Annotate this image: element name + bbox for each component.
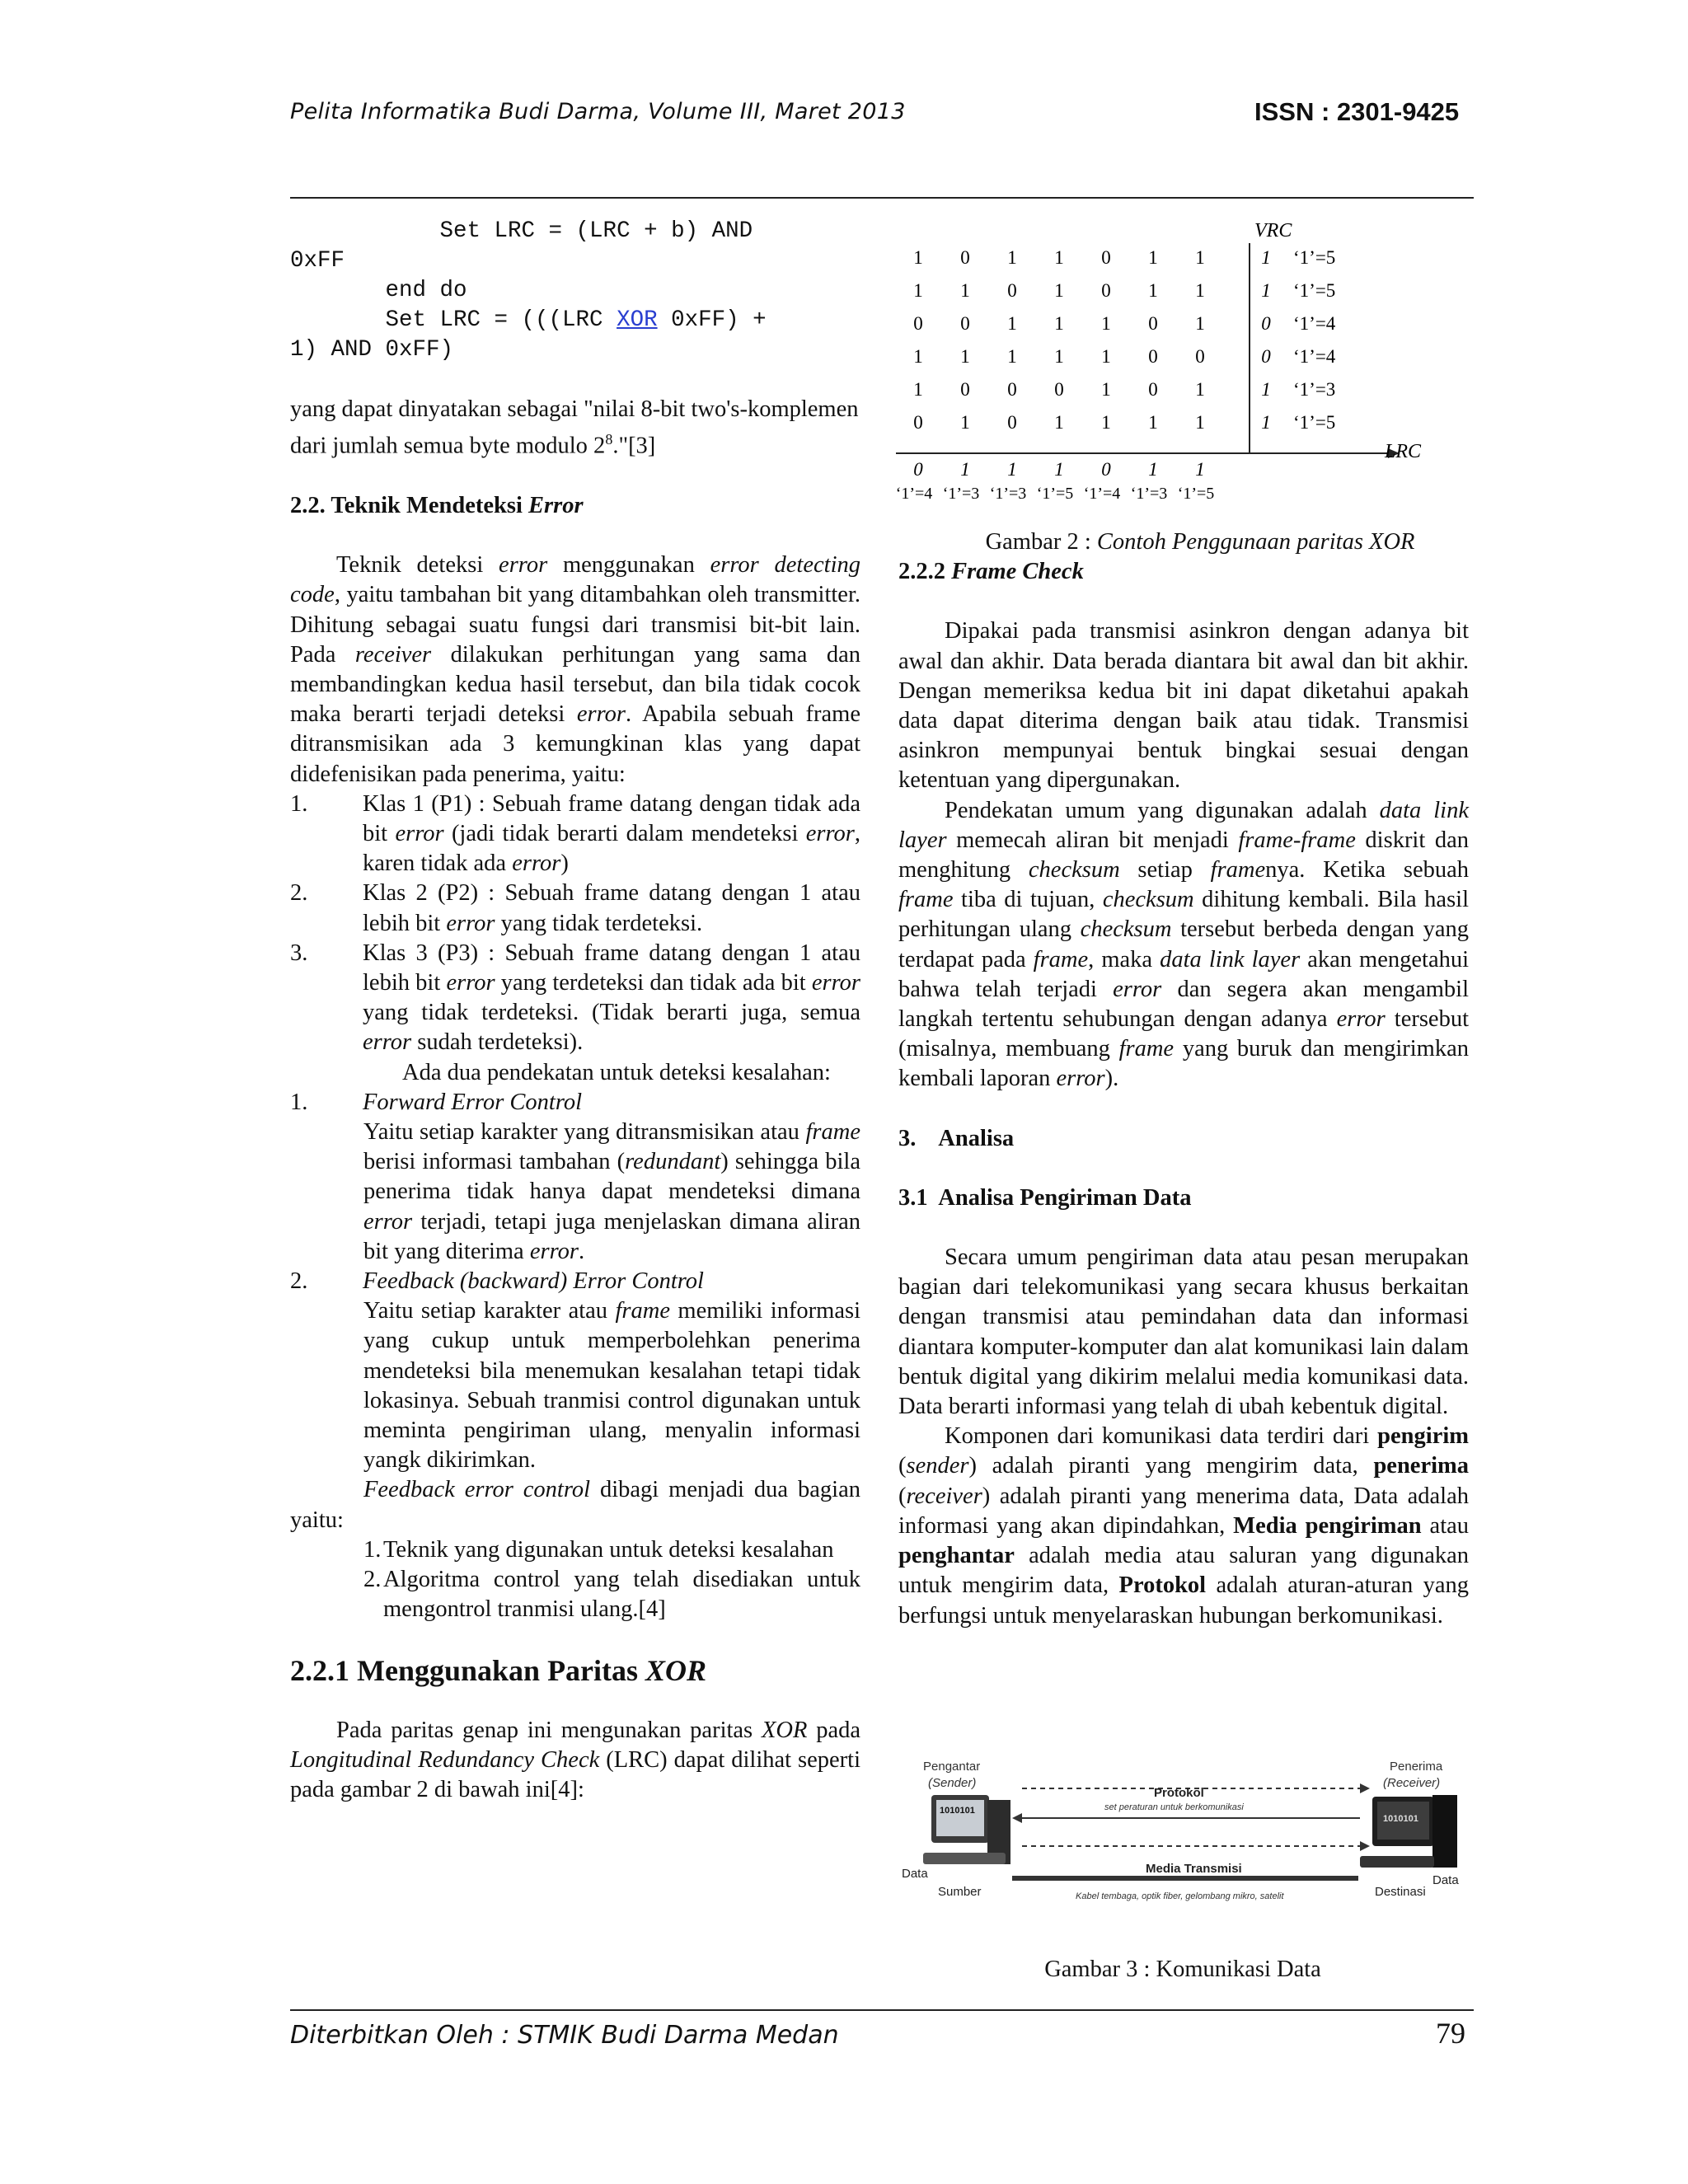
bit-cell: 1: [1101, 346, 1111, 367]
row-ones-count: ‘1’=4: [1293, 346, 1336, 367]
bit-cell: 1: [913, 247, 923, 268]
paragraph-feedback: Yaitu setiap karakter atau frame memiliki informasi yang cukup untuk memperbolehkan penerima mendeteksi bila menemukan kesalahan tetapi tidak lokasinya. Sebuah tranmisi control digunakan untuk meminta pengiriman ulang, menyalin informasi yangk dikirimkan.: [363, 1298, 861, 1474]
cable-bar: [1012, 1876, 1358, 1881]
bit-cell: 1: [1054, 247, 1064, 268]
bit-cell: 0: [1007, 379, 1017, 400]
right-column: [898, 527, 1469, 1631]
journal-header: Pelita Informatika Budi Darma, Volume III, Maret 2013: [290, 99, 906, 124]
paragraph-components: Komponen dari komunikasi data terdiri dari pengirim (sender) adalah piranti yang mengirim data, penerima (receiver) adalah piranti yang menerima data, Data adalah informasi yang akan dipindahkan, Media pengiriman atau penghantar adalah media atau saluran yang digunakan untuk mengirim data, Protokol adalah aturan-aturan yang berfungsi untuk menyelaraskan hubungan berkomunikasi.: [898, 1423, 1470, 1629]
vrc-bit: 0: [1261, 313, 1271, 334]
bit-cell: 1: [960, 346, 970, 367]
row-ones-count: ‘1’=5: [1293, 412, 1336, 433]
bit-cell: 1: [1195, 247, 1205, 268]
bit-cell: 1: [1195, 313, 1205, 334]
protocol-sublabel: set peraturan untuk berkomunikasi: [1104, 1802, 1244, 1812]
section-2-2-1-heading: 2.2.1 Menggunakan Paritas XOR: [290, 1654, 707, 1688]
lrc-bit: 0: [1101, 459, 1111, 480]
paragraph-lrc-desc: yang dapat dinyatakan sebagai "nilai 8-bit two's-komplemen dari jumlah semua byte modulo $2^8."[3]$: [290, 396, 859, 459]
lrc-bit: 0: [913, 459, 923, 480]
paragraph-fec: Yaitu setiap karakter yang ditransmisikan atau frame berisi informasi tambahan (redundant) sehingga bila penerima tidak hanya dapat mendeteksi dimana error terjadi, tetapi juga menjelaskan dimana aliran bit yang diterima error.: [363, 1118, 860, 1264]
publisher-footer: Diterbitkan Oleh : STMIK Budi Darma Medan: [290, 2021, 839, 2050]
bit-cell: 0: [1054, 379, 1064, 400]
bit-cell: 0: [913, 412, 923, 433]
bit-cell: 1: [1054, 313, 1064, 334]
header-rule: [290, 197, 1474, 199]
vrc-bit: 0: [1261, 346, 1271, 367]
vrc-bit: 1: [1261, 280, 1271, 301]
media-sublabel: Kabel tembaga, optik fiber, gelombang mikro, satelit: [1076, 1891, 1284, 1901]
left-column: [290, 217, 860, 1805]
paragraph-analysis: Secara umum pengiriman data atau pesan merupakan bagian dari telekomunikasi yang secara khusus berkaitan dengan transmisi atau pemindahan data dan informasi diantara komputer-komputer dan alat komunikasi lain dalam bentuk digital yang dikirim melalui media komunikasi data. Data berarti informasi yang telah di ubah kebentuk digital.: [898, 1244, 1469, 1420]
vrc-bit: 1: [1261, 379, 1271, 400]
row-ones-count: ‘1’=5: [1293, 247, 1336, 268]
bit-cell: 0: [1148, 313, 1158, 334]
receiver-label: Penerima: [1390, 1760, 1443, 1774]
receiver-sublabel: (Receiver): [1383, 1776, 1441, 1790]
bit-cell: 1: [960, 412, 970, 433]
receiver-computer-icon: [1360, 1795, 1457, 1868]
column-ones-count: ‘1’=3: [1130, 485, 1168, 500]
destination-label: Destinasi: [1375, 1885, 1426, 1899]
lrc-label: LRC: [1385, 441, 1422, 462]
bit-cell: 1: [1054, 346, 1064, 367]
figure-3-caption: Gambar 3 : Komunikasi Data: [1044, 1957, 1321, 1982]
sub-list-item: 1. Teknik yang digunakan untuk deteksi kesalahan: [363, 1536, 834, 1563]
paragraph-data-link: Pendekatan umum yang digunakan adalah data link layer memecah aliran bit menjadi frame-frame diskrit dan menghitung checksum setiap framenya. Ketika sebuah frame tiba di tujuan, checksum dihitung kembali. Bila hasil perhitungan ulang checksum tersebut berbeda dengan yang terdapat pada frame, maka data link layer akan mengetahui bahwa telah terjadi error dan segera akan mengambil langkah tertentu sehubungan dengan adanya error tersebut (misalnya, membuang frame yang buruk dan mengirimkan kembali laporan error).: [898, 797, 1470, 1092]
paragraph-frame-check: Dipakai pada transmisi asinkron dengan adanya bit awal dan akhir. Data berada diantara bit awal dan bit akhir. Dengan memeriksa kedua bit ini dapat diketahui apakah data dapat diterima dengan baik atau tidak. Transmisi asinkron mempunyai bentuk bingkai sesuai dengan ketentuan yang dipergunakan.: [898, 618, 1469, 794]
bit-cell: 1: [1195, 280, 1205, 301]
bit-cell: 0: [960, 313, 970, 334]
bit-cell: 1: [1054, 280, 1064, 301]
bit-cell: 1: [913, 379, 923, 400]
lrc-bit: 1: [1195, 459, 1205, 480]
bit-cell: 1: [1101, 379, 1111, 400]
code-block: Set LRC = (LRC + b) AND 0xFF end do Set LRC = (((LRC XOR 0xFF) + 1) AND 0xFF): [290, 218, 767, 363]
column-ones-count: ‘1’=5: [1177, 485, 1215, 500]
bit-cell: 1: [1007, 313, 1017, 334]
section-3-1-heading: 3.1 Analisa Pengiriman Data: [898, 1184, 1192, 1211]
lrc-bit: 1: [1054, 459, 1064, 480]
bit-cell: 0: [960, 247, 970, 268]
source-label: Sumber: [938, 1885, 982, 1899]
lrc-bit: 1: [1007, 459, 1017, 480]
page-number: 79: [1436, 2017, 1465, 2050]
list-item-fec: 1. Forward Error Control: [290, 1089, 583, 1115]
bit-cell: 0: [913, 313, 923, 334]
list-item: 1. Klas 1 (P1) : Sebuah frame datang dengan tidak ada bit error (jadi tidak berarti dalam mendeteksi error, karen tidak ada error): [290, 790, 860, 877]
vrc-label: VRC: [1254, 220, 1292, 241]
bit-cell: 1: [1101, 313, 1111, 334]
bit-cell: 1: [1054, 412, 1064, 433]
bit-cell: 0: [960, 379, 970, 400]
bit-cell: 0: [1007, 280, 1017, 301]
column-ones-count: ‘1’=3: [989, 485, 1027, 500]
receiver-screen-text: 1010101: [1383, 1814, 1418, 1824]
bit-cell: 1: [1007, 346, 1017, 367]
list-item-feedback: 2. Feedback (backward) Error Control: [290, 1268, 704, 1294]
data-communication-figure: [898, 1754, 1467, 1929]
bit-cell: 1: [1195, 412, 1205, 433]
column-ones-count: ‘1’=4: [895, 485, 933, 500]
bit-cell: 0: [1148, 346, 1158, 367]
data-right-label: Data: [1432, 1873, 1459, 1887]
issn-header: ISSN : 2301-9425: [1254, 97, 1460, 126]
bit-cell: 0: [1101, 247, 1111, 268]
bit-cell: 1: [1101, 412, 1111, 433]
list-item: 3. Klas 3 (P3) : Sebuah frame datang dengan 1 atau lebih bit error yang terdeteksi dan tidak ada bit error yang tidak terdeteksi. (Tidak berarti juga, semua error sudah terdeteksi).: [290, 940, 860, 1056]
bit-cell: 1: [913, 280, 923, 301]
section-2-2-2-heading: 2.2.2 Frame Check: [898, 559, 1084, 585]
paragraph-approaches: Ada dua pendekatan untuk deteksi kesalahan:: [402, 1059, 831, 1085]
bit-cell: 1: [1148, 280, 1158, 301]
column-ones-count: ‘1’=5: [1036, 485, 1074, 500]
footer-rule: [290, 2009, 1474, 2011]
paragraph-detection: Teknik deteksi error menggunakan error detecting code, yaitu tambahan bit yang ditambahkan oleh transmitter. Dihitung sebagai suatu fungsi dari transmisi bit-bit lain. Pada receiver dilakukan perhitungan yang sama dan membandingkan kedua hasil tersebut, dan bila tidak cocok maka berarti terjadi deteksi error. Apabila sebuah frame ditransmisikan ada 3 kemungkinan klas yang dapat didefenisikan pada penerima, yaitu:: [290, 552, 861, 787]
bit-cell: 1: [913, 346, 923, 367]
bit-cell: 1: [1007, 247, 1017, 268]
bit-cell: 0: [1101, 280, 1111, 301]
section-3-heading: 3. Analisa: [898, 1125, 1015, 1151]
paragraph-xor: Pada paritas genap ini mengunakan paritas XOR pada Longitudinal Redundancy Check (LRC) dapat dilihat seperti pada gambar 2 di bawah ini[4]:: [290, 1717, 861, 1803]
bit-cell: 1: [960, 280, 970, 301]
row-ones-count: ‘1’=3: [1293, 379, 1336, 400]
row-ones-count: ‘1’=5: [1293, 280, 1336, 301]
bit-cell: 0: [1148, 379, 1158, 400]
sender-label: Pengantar: [923, 1760, 981, 1774]
data-left-label: Data: [902, 1867, 928, 1881]
paragraph-feedback-split: Feedback error control dibagi menjadi dua bagian yaitu:: [290, 1477, 860, 1533]
list-item: 2. Klas 2 (P2) : Sebuah frame datang dengan 1 atau lebih bit error yang tidak terdeteksi.: [290, 880, 860, 936]
media-label: Media Transmisi: [1146, 1862, 1242, 1876]
lrc-bit: 1: [960, 459, 970, 480]
parity-xor-figure: [893, 218, 1432, 500]
vrc-bit: 1: [1261, 412, 1271, 433]
sender-sublabel: (Sender): [928, 1776, 977, 1790]
bit-cell: 1: [1195, 379, 1205, 400]
bit-cell: 0: [1195, 346, 1205, 367]
row-ones-count: ‘1’=4: [1293, 313, 1336, 334]
section-2-2-heading: 2.2. Teknik Mendeteksi Error: [290, 492, 584, 518]
sub-list-item: 2. Algoritma control yang telah disediakan untuk mengontrol tranmisi ulang.[4]: [363, 1567, 860, 1623]
figure-2-caption: Gambar 2 : Contoh Penggunaan paritas XOR: [985, 529, 1415, 555]
protocol-label: Protokol: [1154, 1786, 1204, 1800]
column-ones-count: ‘1’=3: [942, 485, 980, 500]
sender-screen-text: 1010101: [940, 1806, 975, 1816]
bit-cell: 1: [1148, 412, 1158, 433]
vrc-bit: 1: [1261, 247, 1271, 268]
column-ones-count: ‘1’=4: [1083, 485, 1121, 500]
bit-cell: 1: [1148, 247, 1158, 268]
lrc-bit: 1: [1148, 459, 1158, 480]
bit-cell: 0: [1007, 412, 1017, 433]
